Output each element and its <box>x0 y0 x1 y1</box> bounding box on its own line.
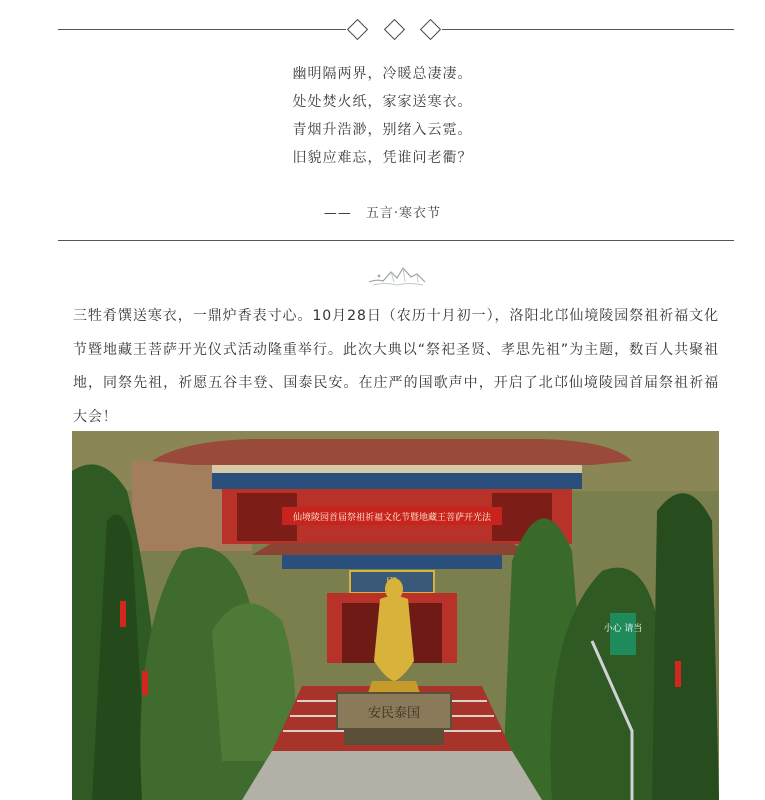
temple-photo <box>72 431 719 800</box>
altar-text: 安民泰国 <box>367 706 421 721</box>
poem-line: 青烟升浩渺，别绪入云霓。 <box>292 122 473 138</box>
section-divider <box>58 240 734 241</box>
diamond-icon <box>420 18 441 39</box>
three-diamonds-ornament <box>346 14 442 44</box>
poem-line: 旧貌应难忘，凭谁问老衢？ <box>292 150 473 166</box>
poem-line: 处处焚火纸，家家送寒衣。 <box>292 94 473 110</box>
diamond-icon <box>347 18 368 39</box>
mountain-cloud-icon <box>365 262 429 288</box>
banner-text: 仙境陵园首届祭祖祈福文化节暨地藏王菩萨开光法 <box>292 513 492 523</box>
attribution-dash: —— <box>323 206 352 221</box>
sign-text: 小心 请当 <box>603 624 643 634</box>
poem-attribution <box>0 202 765 221</box>
poem-line: 幽明隔两界，冷暖总凄凄。 <box>292 66 473 82</box>
poem <box>0 60 765 172</box>
temple-photo-illustration <box>72 431 719 800</box>
article-paragraph: 三牲肴馔送寒衣，一鼎炉香表寸心。10月28日（农历十月初一），洛阳北邙仙境陵园祭祖祈福文化节暨地藏王菩萨开光仪式活动隆重举行。此次大典以“祭祀圣贤、孝思先祖”为主题，数百人共聚祖地，同祭先祖，祈愿五谷丰登、国泰民安。在庄严的国歌声中，开启了北邙仙境陵园首届祭祖祈福大会！ <box>73 308 719 425</box>
attribution-title: 五言·寒衣节 <box>365 206 442 221</box>
diamond-icon <box>383 18 404 39</box>
